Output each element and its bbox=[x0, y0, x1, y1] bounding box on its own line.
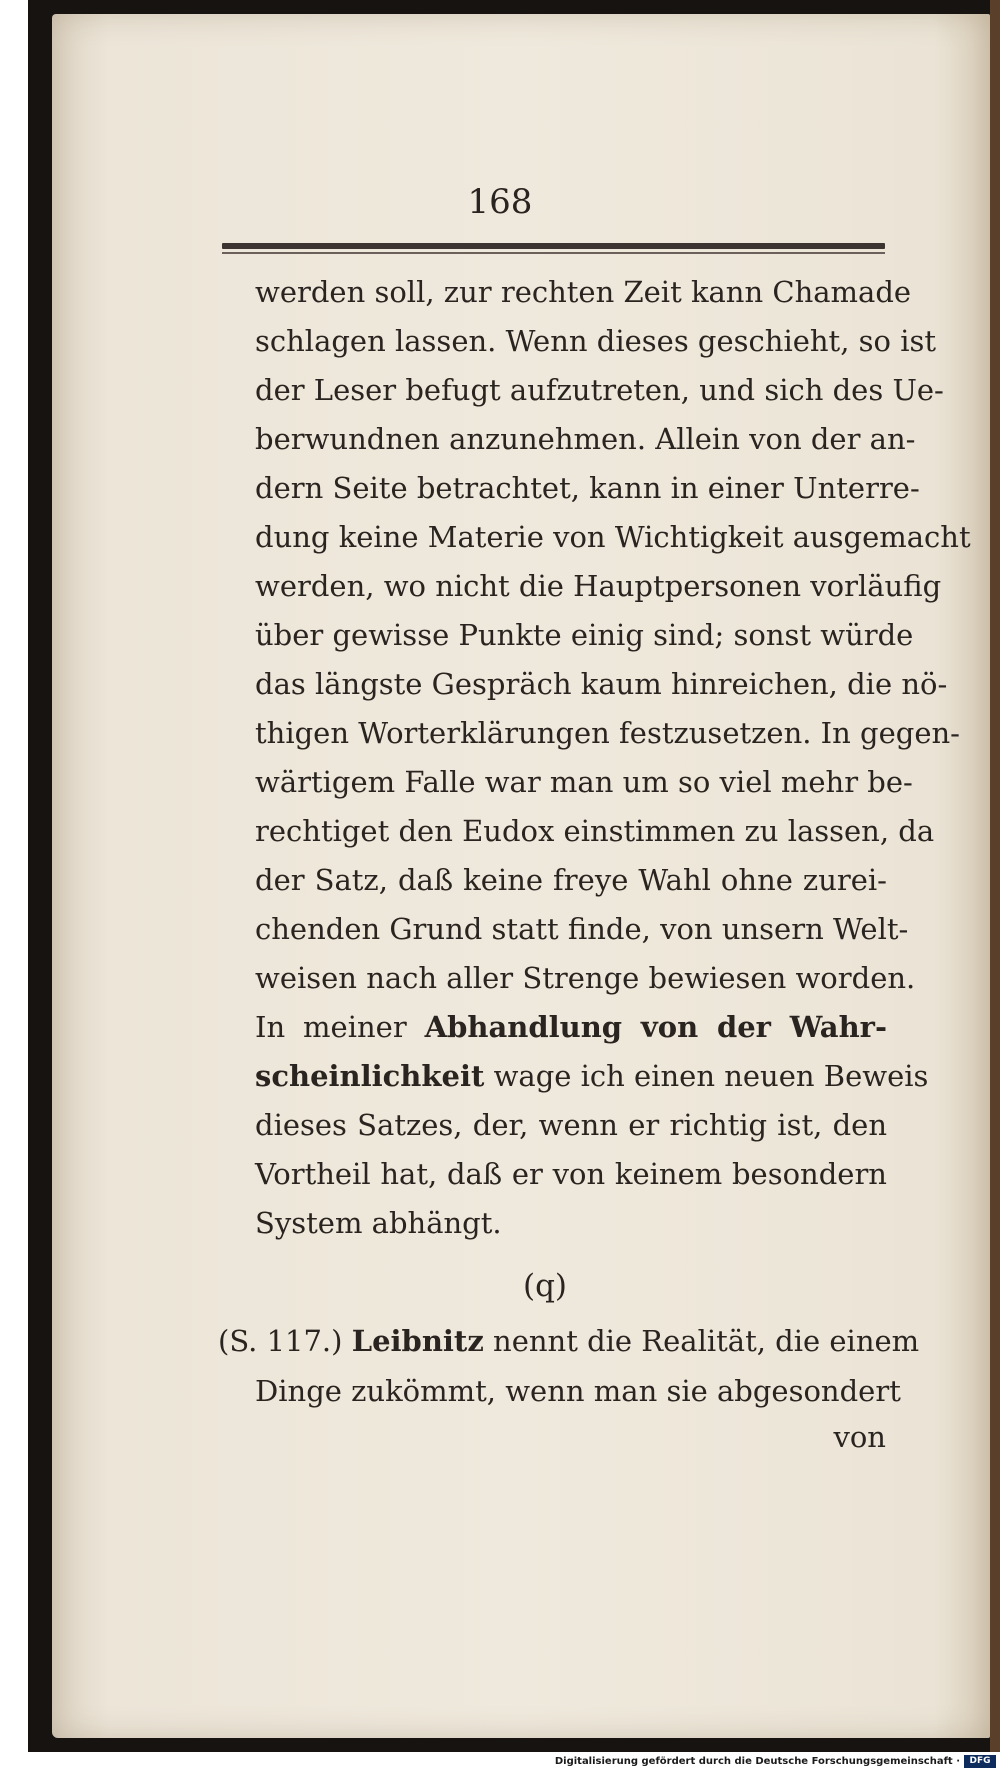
book-title-part-1: Abhandlung von der Wahr- bbox=[424, 1010, 887, 1044]
header-rule bbox=[222, 243, 885, 249]
text-line-17 bbox=[255, 1052, 929, 1101]
note-reference: (S. 117.) bbox=[218, 1324, 343, 1358]
text-line-15: weisen nach aller Strenge bewiesen worden. bbox=[255, 961, 916, 995]
text-line-20: System abhängt. bbox=[255, 1206, 502, 1240]
text-line-18: dieses Satzes, der, wenn er richtig ist, den bbox=[255, 1108, 887, 1142]
text-line-16 bbox=[255, 1003, 887, 1052]
header-rule-thin bbox=[222, 252, 885, 254]
catchword: von bbox=[833, 1420, 886, 1454]
text-line-10: thigen Worterklärungen festzusetzen. In gegen- bbox=[255, 716, 960, 750]
text-line-8: über gewisse Punkte einig sind; sonst würde bbox=[255, 618, 914, 652]
text-line-5: dern Seite betrachtet, kann in einer Unterre- bbox=[255, 471, 920, 505]
note-line-2: Dinge zukömmt, wenn man sie abgesondert bbox=[255, 1374, 901, 1408]
page-number: 168 bbox=[467, 182, 533, 222]
text-line-2: schlagen lassen. Wenn dieses geschieht, so ist bbox=[255, 324, 937, 358]
text-line-14: chenden Grund statt finde, von unsern Welt- bbox=[255, 912, 909, 946]
text-line-12: rechtiget den Eudox einstimmen zu lassen, da bbox=[255, 814, 935, 848]
note-line-1 bbox=[218, 1316, 920, 1366]
note-marker: (q) bbox=[522, 1268, 568, 1304]
text-line-6: dung keine Materie von Wichtigkeit ausgemacht bbox=[255, 520, 971, 554]
text-line-11: wärtigem Falle war man um so viel mehr be- bbox=[255, 765, 913, 799]
text-line-16-start: In meiner bbox=[255, 1010, 425, 1044]
book-title-part-2: scheinlichkeit bbox=[255, 1059, 485, 1093]
text-line-17-rest: wage ich einen neuen Beweis bbox=[484, 1059, 929, 1093]
text-line-4: berwundnen anzunehmen. Allein von der an- bbox=[255, 422, 916, 456]
note-text bbox=[218, 1316, 920, 1416]
digitization-credit: Digitalisierung gefördert durch die Deutsche Forschungsgemeinschaft · bbox=[554, 1756, 960, 1767]
note-name: Leibnitz bbox=[351, 1324, 484, 1358]
text-line-3: der Leser befugt aufzutreten, und sich des Ue- bbox=[255, 373, 944, 407]
book-edge bbox=[990, 0, 1000, 1752]
text-line-13: der Satz, daß keine freye Wahl ohne zurei- bbox=[255, 863, 887, 897]
dfg-logo: DFG bbox=[964, 1755, 996, 1768]
text-line-7: werden, wo nicht die Hauptpersonen vorläufig bbox=[255, 569, 942, 603]
text-line-9: das längste Gespräch kaum hinreichen, die nö- bbox=[255, 667, 948, 701]
text-line-1: werden soll, zur rechten Zeit kann Chamade bbox=[255, 275, 912, 309]
main-text bbox=[255, 268, 971, 1248]
text-line-19: Vortheil hat, daß er von keinem besondern bbox=[255, 1157, 887, 1191]
note-line-1-rest: nennt die Realität, die einem bbox=[483, 1324, 920, 1358]
